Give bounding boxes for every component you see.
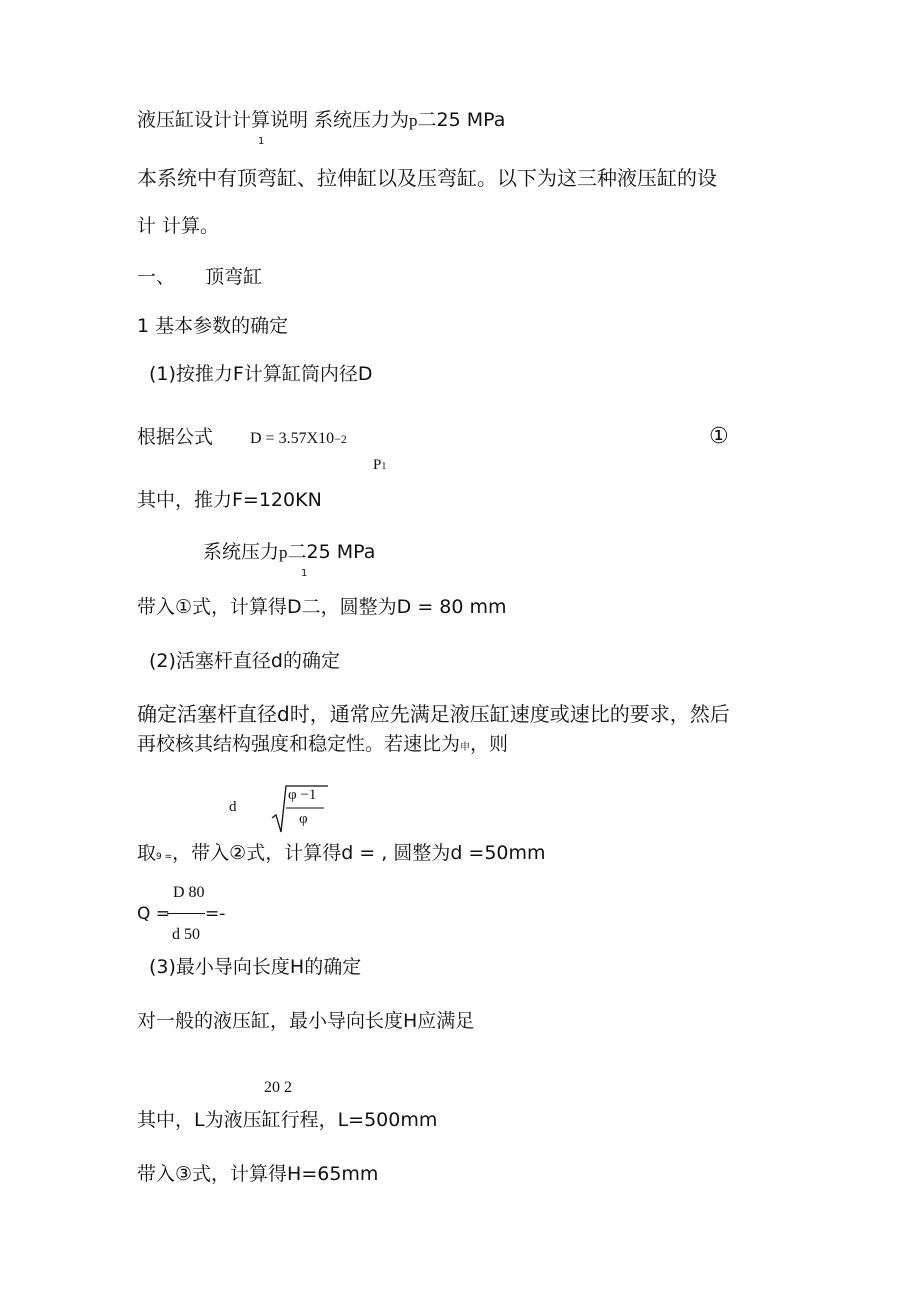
title-pressure: 二25 MPa [417, 109, 506, 131]
result-bore-diameter: 带入①式，计算得D二，圆整为D = 80 mm [137, 596, 507, 618]
rod-para-text-a: 再校核其结构强度和稳定性。若速比为 [137, 733, 461, 755]
where-pressure-value: 二25 MPa [287, 541, 376, 563]
item-guide-length: (3)最小导向长度H的确定 [149, 956, 362, 978]
q-fraction-bar [167, 913, 205, 914]
item-bore-diameter: (1)按推力F计算缸筒内径D [149, 363, 373, 385]
where-pressure [203, 541, 375, 564]
formula-expression [250, 428, 347, 450]
q-rhs: =- [205, 904, 226, 924]
where-pressure-label: 系统压力 [203, 541, 280, 563]
rod-para-phi-symbol: 申 [460, 742, 471, 753]
formula-exponent: −2 [334, 432, 347, 446]
section-title: 顶弯缸 [205, 266, 263, 288]
formula-den-sub: 1 [381, 461, 387, 472]
where-pressure-subscript: 1 [301, 568, 308, 579]
title-p-symbol: p [409, 111, 418, 130]
where-force: 其中，推力F=120KN [137, 489, 322, 511]
subsection-basic-params: 1 基本参数的确定 [137, 315, 289, 337]
take-phi-value: 9 = [156, 852, 173, 862]
formula-den-p: P [373, 457, 382, 473]
where-pressure-p: p [279, 543, 288, 562]
intro-line-2: 计 计算。 [137, 215, 220, 237]
guide-para: 对一般的液压缸，最小导向长度H应满足 [137, 1010, 475, 1032]
title-text: 液压缸设计计算说明 系统压力为 [137, 109, 410, 131]
formula-ref-1: ① [709, 424, 729, 449]
intro-line-1: 本系统中有顶弯缸、拉伸缸以及压弯缸。以下为这三种液压缸的设 [137, 166, 717, 190]
rod-para-line-2 [137, 733, 508, 759]
title-subscript: 1 [258, 136, 265, 147]
formula-denominator [373, 454, 386, 478]
where-stroke-length: 其中，L为液压缸行程，L=500mm [137, 1109, 438, 1131]
rod-formula-denominator: φ [299, 811, 308, 827]
title-line [137, 109, 505, 132]
take-text-b: ，带入②式，计算得d = , 圆整为d =50mm [172, 842, 546, 864]
rod-formula-d: d [229, 799, 237, 815]
q-numerator: D 80 [173, 884, 205, 901]
formula-body: D = 3.57X10 [250, 430, 335, 447]
section-heading [137, 266, 262, 288]
q-lhs: Q = [137, 904, 171, 924]
guide-formula: 20 2 [264, 1079, 292, 1096]
formula-label: 根据公式 [137, 426, 214, 448]
item-rod-diameter: (2)活塞杆直径d的确定 [149, 650, 340, 672]
result-guide-length: 带入③式，计算得H=65mm [137, 1163, 379, 1185]
rod-para-line-1: 确定活塞杆直径d时，通常应先满足液压缸速度或速比的要求，然后 [137, 702, 730, 726]
take-text-a: 取 [137, 842, 157, 864]
rod-formula-sqrt [270, 782, 330, 834]
q-denominator: d 50 [172, 926, 200, 943]
section-number: 一、 [137, 266, 176, 288]
rod-formula-numerator: φ −1 [288, 787, 317, 803]
take-line [137, 842, 546, 868]
rod-para-text-b: ，则 [470, 733, 509, 755]
